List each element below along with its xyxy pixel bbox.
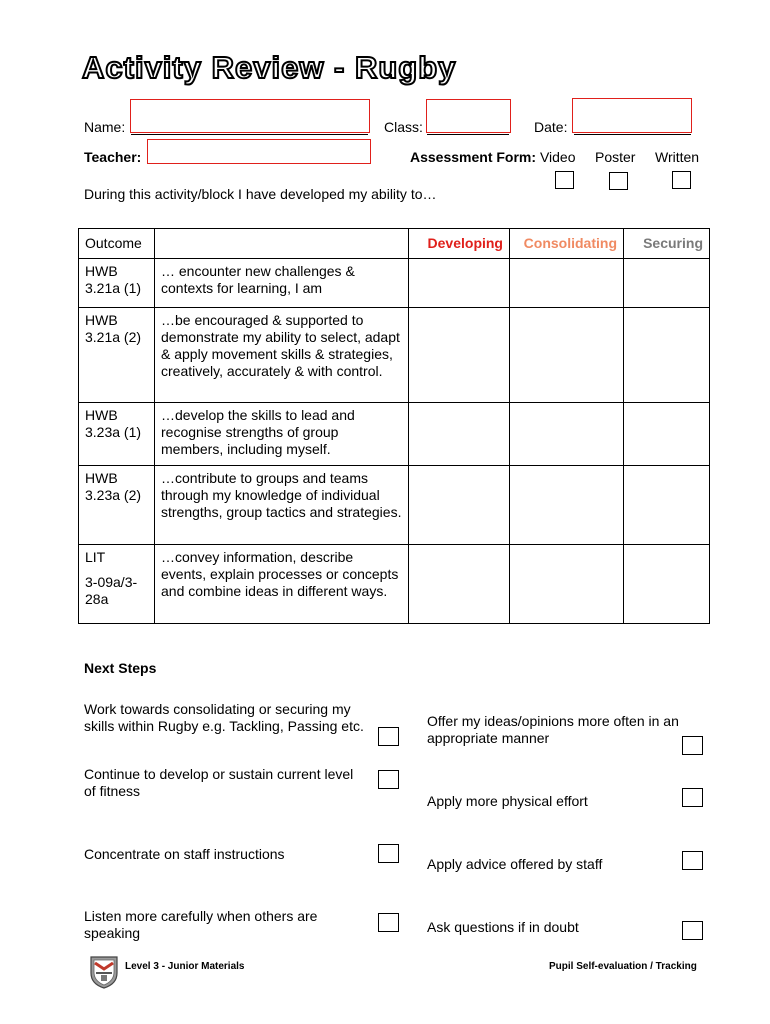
table-row bbox=[79, 466, 710, 545]
securing-cell[interactable] bbox=[624, 308, 710, 403]
outcome-text: …convey information, describe events, explain processes or concepts and combine ideas in different ways. bbox=[155, 545, 409, 624]
name-label: Name: bbox=[84, 119, 126, 135]
poster-checkbox[interactable] bbox=[609, 172, 628, 190]
next-step-left-4-checkbox[interactable] bbox=[378, 913, 399, 932]
outcome-code: LIT bbox=[85, 549, 106, 565]
outcome-text: …be encouraged & supported to demonstrate my ability to select, adapt & apply movement skills & strategies, creatively, accurately & with control. bbox=[155, 308, 409, 403]
school-crest-icon bbox=[89, 955, 119, 989]
next-steps-heading: Next Steps bbox=[84, 660, 157, 676]
assessment-form bbox=[410, 149, 576, 165]
table-header-row bbox=[79, 229, 710, 259]
consolidating-cell[interactable] bbox=[510, 259, 624, 308]
consolidating-cell[interactable] bbox=[510, 403, 624, 466]
header-developing: Developing bbox=[409, 229, 510, 259]
next-step-left-2: Continue to develop or sustain current level of fitness bbox=[84, 766, 354, 799]
consolidating-cell[interactable] bbox=[510, 545, 624, 624]
header-blank bbox=[155, 229, 409, 259]
video-checkbox[interactable] bbox=[555, 171, 574, 189]
consolidating-cell[interactable] bbox=[510, 466, 624, 545]
outcome-code: HWB 3.21a (1) bbox=[79, 259, 155, 308]
next-step-right-3-checkbox[interactable] bbox=[682, 851, 703, 870]
outcome-code-cell bbox=[79, 545, 155, 624]
securing-cell[interactable] bbox=[624, 403, 710, 466]
developing-cell[interactable] bbox=[409, 466, 510, 545]
footer-left: Level 3 - Junior Materials bbox=[125, 961, 245, 972]
next-step-right-3: Apply advice offered by staff bbox=[427, 856, 603, 872]
option-video-label: Video bbox=[539, 149, 576, 165]
next-step-right-4-checkbox[interactable] bbox=[682, 921, 703, 940]
footer-right: Pupil Self-evaluation / Tracking bbox=[549, 961, 697, 972]
next-step-left-3-checkbox[interactable] bbox=[378, 844, 399, 863]
outcome-code: HWB 3.23a (2) bbox=[79, 466, 155, 545]
table-row bbox=[79, 259, 710, 308]
developing-cell[interactable] bbox=[409, 403, 510, 466]
name-field[interactable] bbox=[130, 99, 370, 133]
outcome-text: …develop the skills to lead and recognise strengths of group members, including myself. bbox=[155, 403, 409, 466]
developing-cell[interactable] bbox=[409, 308, 510, 403]
securing-cell[interactable] bbox=[624, 466, 710, 545]
class-label: Class: bbox=[384, 119, 423, 135]
outcome-text: …contribute to groups and teams through my knowledge of individual strengths, group tactics and strategies. bbox=[155, 466, 409, 545]
intro-text: During this activity/block I have developed my ability to… bbox=[84, 186, 437, 202]
outcome-code: HWB 3.23a (1) bbox=[79, 403, 155, 466]
next-step-right-4: Ask questions if in doubt bbox=[427, 919, 579, 935]
next-step-right-2-checkbox[interactable] bbox=[682, 788, 703, 807]
developing-cell[interactable] bbox=[409, 259, 510, 308]
class-field[interactable] bbox=[426, 99, 511, 133]
securing-cell[interactable] bbox=[624, 259, 710, 308]
consolidating-cell[interactable] bbox=[510, 308, 624, 403]
next-step-right-1-checkbox[interactable] bbox=[682, 736, 703, 755]
name-underline bbox=[131, 134, 368, 135]
teacher-field[interactable] bbox=[147, 139, 371, 164]
date-label: Date: bbox=[534, 119, 568, 135]
outcome-code-sub: 3-09a/3-28a bbox=[85, 574, 138, 607]
date-field[interactable] bbox=[572, 98, 692, 133]
header-outcome: Outcome bbox=[79, 229, 155, 259]
developing-cell[interactable] bbox=[409, 545, 510, 624]
option-written-label: Written bbox=[655, 149, 700, 165]
header-consolidating: Consolidating bbox=[510, 229, 624, 259]
teacher-label: Teacher: bbox=[84, 149, 142, 165]
option-poster-label: Poster bbox=[595, 149, 636, 165]
written-checkbox[interactable] bbox=[672, 171, 691, 189]
next-step-right-2: Apply more physical effort bbox=[427, 793, 588, 809]
next-step-left-2-checkbox[interactable] bbox=[378, 770, 399, 789]
next-step-left-3: Concentrate on staff instructions bbox=[84, 846, 285, 862]
header-securing: Securing bbox=[624, 229, 710, 259]
outcome-code: HWB 3.21a (2) bbox=[79, 308, 155, 403]
outcome-text: … encounter new challenges & contexts for learning, I am bbox=[155, 259, 409, 308]
outcomes-table bbox=[78, 228, 710, 624]
next-step-left-4: Listen more carefully when others are speaking bbox=[84, 908, 318, 941]
table-row bbox=[79, 308, 710, 403]
next-step-left-1: Work towards consolidating or securing my skills within Rugby e.g. Tackling, Passing etc. bbox=[84, 701, 364, 734]
page-title: Activity Review - Rugby bbox=[82, 50, 457, 85]
table-row bbox=[79, 403, 710, 466]
next-step-right-1: Offer my ideas/opinions more often in an appropriate manner bbox=[427, 713, 679, 746]
securing-cell[interactable] bbox=[624, 545, 710, 624]
next-step-left-1-checkbox[interactable] bbox=[378, 727, 399, 746]
date-underline bbox=[574, 134, 691, 135]
class-underline bbox=[427, 134, 509, 135]
assessment-label: Assessment Form: bbox=[410, 149, 537, 165]
table-row bbox=[79, 545, 710, 624]
